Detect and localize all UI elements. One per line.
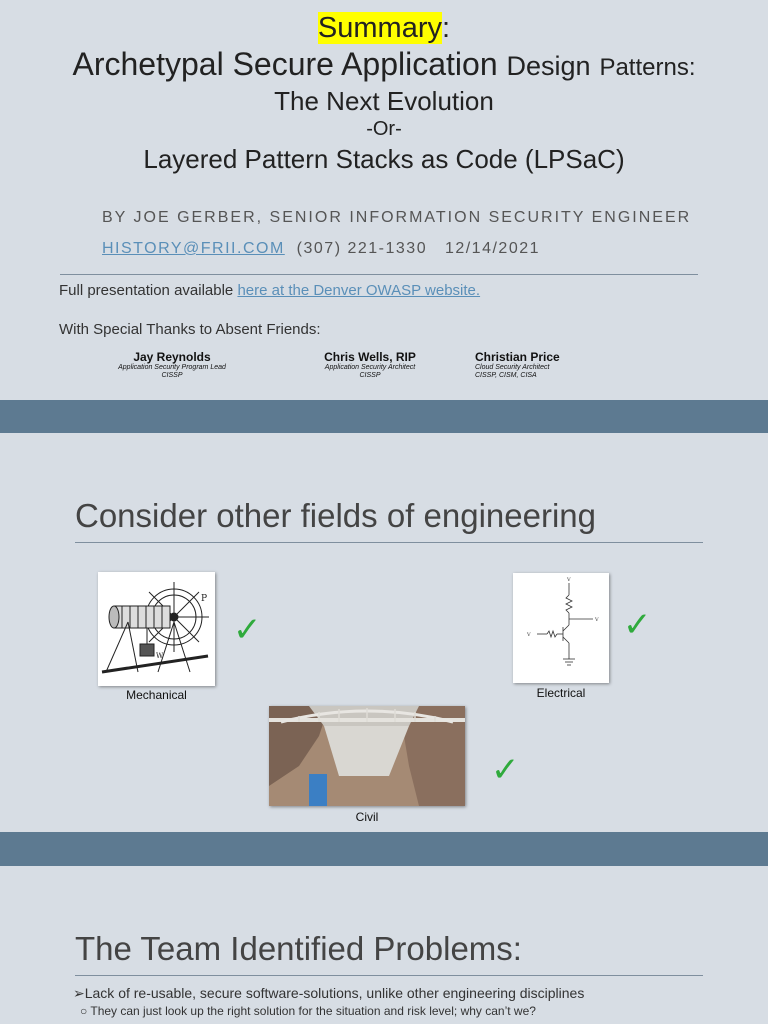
divider — [60, 274, 698, 275]
svg-text:P: P — [201, 594, 208, 604]
electrical-check-icon: ✓ — [623, 606, 652, 644]
bullet-item: ➢Lack of re-usable, secure software-solutions, unlike other engineering disciplines — [73, 985, 585, 1001]
slide-title: The Team Identified Problems: — [75, 930, 522, 967]
subtitle: The Next Evolution — [274, 86, 494, 116]
friend-chris — [306, 350, 434, 380]
svg-text:V: V — [595, 617, 599, 623]
civil-caption: Civil — [355, 810, 379, 824]
friend-role: Application Security Architect — [324, 364, 416, 371]
main-title-patterns: Patterns: — [599, 54, 696, 81]
summary-heading — [0, 12, 768, 45]
friend-christian — [475, 350, 595, 380]
mechanical-image — [98, 572, 215, 686]
svg-text:V: V — [567, 577, 571, 583]
subtitle-lpsac: Layered Pattern Stacks as Code (LPSaC) — [143, 144, 625, 174]
main-title-design: Design — [506, 51, 591, 81]
friend-name: Christian Price — [475, 350, 560, 364]
civil-image — [269, 706, 465, 806]
summary-colon: : — [442, 12, 451, 44]
sub-bullet-item: ○ They can just look up the right solution for the situation and risk level; why can’t we? — [80, 1004, 536, 1018]
slide-title: Consider other fields of engineering — [75, 497, 596, 534]
title-underline — [75, 975, 703, 976]
transistor-circuit — [513, 573, 609, 683]
mechanical-check-icon: ✓ — [233, 611, 262, 649]
full-prefix: Full presentation available — [59, 282, 238, 299]
thanks-heading: With Special Thanks to Absent Friends: — [59, 321, 321, 338]
friend-cert: CISSP, CISM, CISA — [475, 372, 537, 379]
email-link[interactable]: HISTORY@FRII.COM — [102, 240, 285, 257]
summary-label: Summary — [317, 12, 442, 44]
owasp-link[interactable]: here at the Denver OWASP website. — [237, 282, 481, 299]
slide-engineering — [0, 433, 768, 832]
electrical-image — [513, 573, 609, 683]
friend-role: Application Security Program Lead — [118, 364, 226, 371]
mechanical-caption: Mechanical — [126, 688, 187, 702]
date: 12/14/2021 — [444, 240, 541, 257]
friend-cert: CISSP — [161, 372, 183, 379]
slide-title — [0, 0, 768, 400]
civil-check-icon: ✓ — [491, 751, 520, 789]
winch-drawing — [98, 572, 215, 686]
slide-problems — [0, 866, 768, 1024]
byline: BY JOE GERBER, SENIOR INFORMATION SECURITY ENGINEER — [102, 209, 692, 226]
friend-name: Chris Wells, RIP — [324, 350, 416, 364]
full-presentation-text — [59, 282, 480, 299]
friend-cert: CISSP — [359, 372, 381, 379]
main-title-text: Archetypal Secure Application — [72, 46, 498, 82]
friend-jay — [108, 350, 236, 380]
main-title — [0, 46, 768, 83]
friend-role: Cloud Security Architect — [475, 364, 550, 371]
electrical-caption: Electrical — [536, 686, 586, 700]
bridge-photo — [269, 706, 465, 806]
or-separator: -Or- — [366, 118, 402, 140]
phone: (307) 221-1330 — [296, 240, 428, 257]
friend-name: Jay Reynolds — [133, 350, 211, 364]
contact-line — [102, 240, 540, 258]
svg-text:W: W — [156, 652, 164, 660]
svg-text:V: V — [527, 632, 531, 638]
title-underline — [75, 542, 703, 543]
